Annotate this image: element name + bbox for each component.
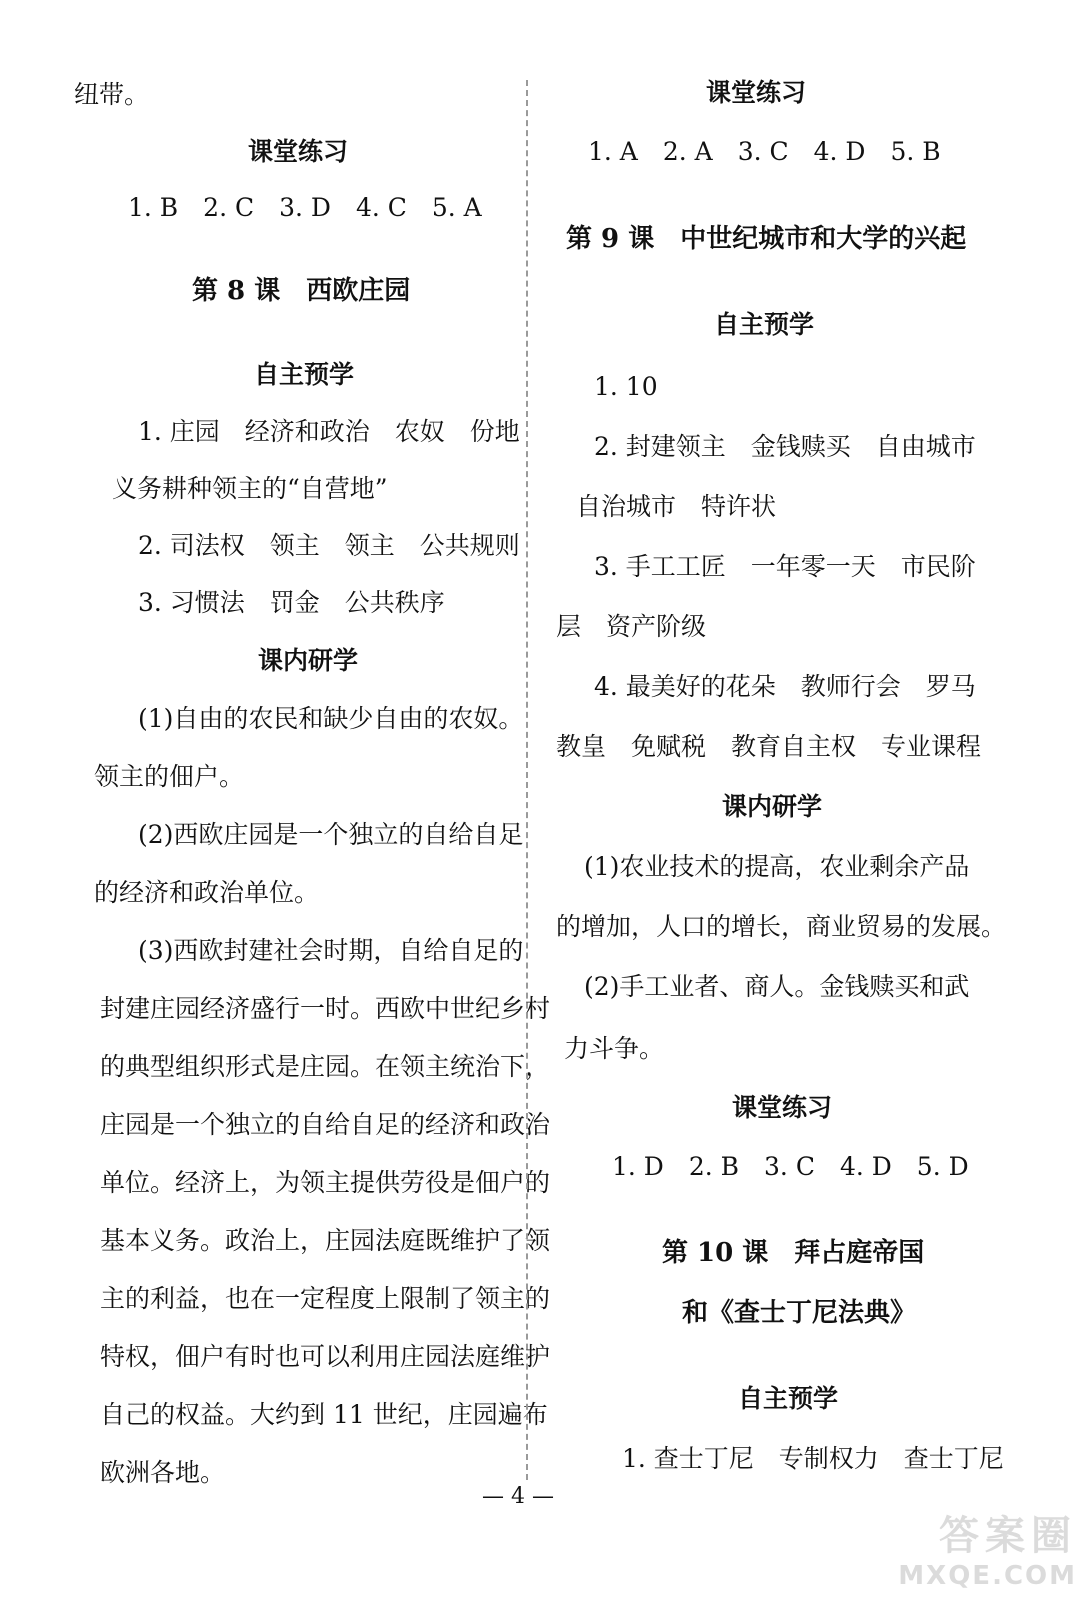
lesson-title: 第 10 课 拜占庭帝国: [662, 1238, 925, 1268]
section-heading: 自主预学: [738, 1384, 839, 1413]
body-line: (1)农业技术的提高，农业剩余产品: [584, 852, 970, 881]
column-divider: [526, 80, 528, 1480]
body-line: 层 资产阶级: [556, 612, 707, 641]
section-heading: 课内研学: [258, 646, 359, 675]
body-line: 1. 庄园 经济和政治 农奴 份地: [138, 417, 520, 446]
body-line: (2)手工业者、商人。金钱赎买和武: [584, 972, 970, 1001]
section-heading: 课堂练习: [248, 137, 349, 166]
answer-line: 1. A 2. A 3. C 4. D 5. B: [588, 137, 941, 166]
body-line: 义务耕种领主的“自营地”: [112, 474, 388, 503]
body-line: 庄园是一个独立的自给自足的经济和政治: [100, 1110, 551, 1139]
body-line: 2. 司法权 领主 领主 公共规则: [138, 531, 520, 560]
body-line: 主的利益，也在一定程度上限制了领主的: [100, 1284, 551, 1313]
body-line: 1. 查士丁尼 专制权力 查士丁尼: [622, 1444, 1004, 1473]
lesson-title: 和《查士丁尼法典》: [682, 1298, 917, 1328]
body-line: 封建庄园经济盛行一时。西欧中世纪乡村: [100, 994, 551, 1023]
section-heading: 自主预学: [254, 360, 355, 389]
body-line: 的增加，人口的增长，商业贸易的发展。: [556, 912, 1007, 941]
body-line: 纽带。: [74, 80, 150, 109]
body-line: (2)西欧庄园是一个独立的自给自足: [138, 820, 524, 849]
body-line: 1. 10: [594, 372, 658, 401]
body-line: 特权，佃户有时也可以利用庄园法庭维护: [100, 1342, 551, 1371]
body-line: 基本义务。政治上，庄园法庭既维护了领: [100, 1226, 551, 1255]
body-line: 4. 最美好的花朵 教师行会 罗马: [594, 672, 976, 701]
answer-line: 1. B 2. C 3. D 4. C 5. A: [128, 193, 482, 222]
section-heading: 课堂练习: [732, 1093, 833, 1122]
section-heading: 课内研学: [722, 792, 823, 821]
body-line: 领主的佃户。: [94, 762, 245, 791]
body-line: 的典型组织形式是庄园。在领主统治下，: [100, 1052, 551, 1081]
watermark-logo: 答案圈 MXQE.COM: [898, 1513, 1077, 1591]
answer-line: 1. D 2. B 3. C 4. D 5. D: [612, 1152, 969, 1181]
section-heading: 课堂练习: [706, 78, 807, 107]
lesson-title: 第 8 课 西欧庄园: [192, 276, 411, 306]
section-heading: 自主预学: [714, 310, 815, 339]
body-line: 2. 封建领主 金钱赎买 自由城市: [594, 432, 976, 461]
body-line: 自治城市 特许状: [576, 492, 777, 521]
body-line: 3. 习惯法 罚金 公共秩序: [138, 588, 445, 617]
page-number: — 4 —: [482, 1484, 554, 1509]
body-line: 单位。经济上，为领主提供劳役是佃户的: [100, 1168, 551, 1197]
body-line: 力斗争。: [564, 1034, 665, 1063]
body-line: 教皇 免赋税 教育自主权 专业课程: [556, 732, 982, 761]
body-line: 自己的权益。大约到 11 世纪，庄园遍布: [100, 1400, 548, 1429]
body-line: 的经济和政治单位。: [94, 878, 320, 907]
lesson-title: 第 9 课 中世纪城市和大学的兴起: [566, 224, 967, 254]
body-line: (3)西欧封建社会时期，自给自足的: [138, 936, 524, 965]
body-line: (1)自由的农民和缺少自由的农奴。: [138, 704, 524, 733]
body-line: 欧洲各地。: [100, 1458, 226, 1487]
body-line: 3. 手工工匠 一年零一天 市民阶: [594, 552, 976, 581]
